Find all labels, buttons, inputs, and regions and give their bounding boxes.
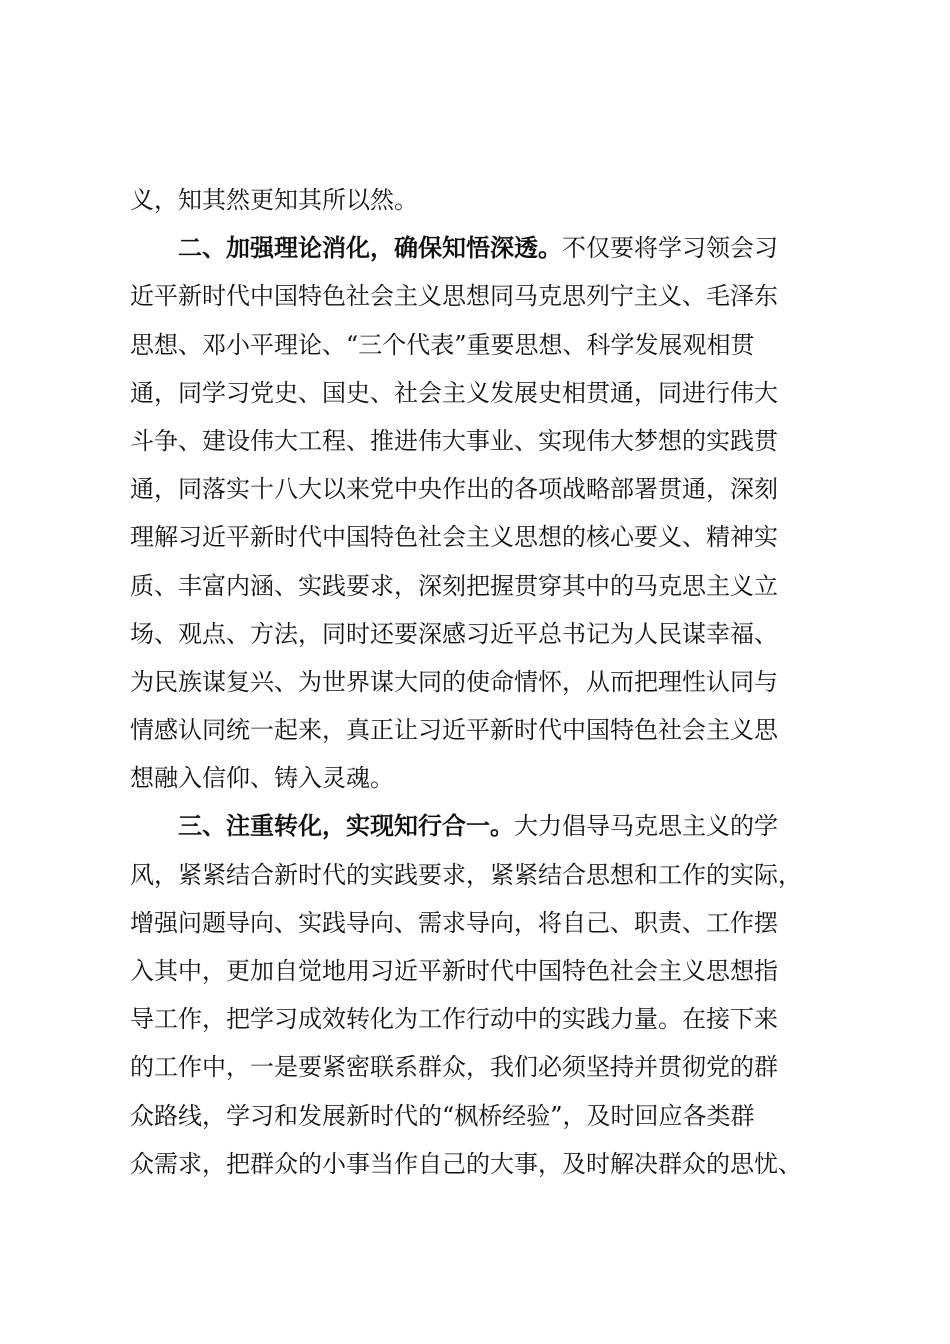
text-line-content: 近平新时代中国特色社会主义思想同马克思列宁主义、毛泽东 <box>130 282 778 311</box>
text-line <box>130 272 830 320</box>
text-line <box>130 851 830 899</box>
text-line-content: 斗争、建设伟大工程、推进伟大事业、实现伟大梦想的实践贯 <box>130 426 778 455</box>
text-line <box>130 899 830 947</box>
text-line-content: 思想、邓小平理论、“三个代表”重要思想、科学发展观相贯 <box>130 330 755 359</box>
text-line <box>130 417 830 465</box>
text-line <box>130 176 830 224</box>
text-line-content: 入其中，更加自觉地用习近平新时代中国特色社会主义思想指 <box>130 957 778 985</box>
text-line-content: 众路线，学习和发展新时代的“枫桥经验”，及时回应各类群 <box>130 1101 755 1130</box>
paragraph-3-first-line <box>130 802 830 850</box>
text-line-content: 义，知其然更知其所以然。 <box>130 186 418 214</box>
paragraph-3-text: 大力倡导马克思主义的学 <box>514 812 778 841</box>
text-line <box>130 706 830 754</box>
text-line-content: 导工作，把学习成效转化为工作行动中的实践力量。在接下来 <box>130 1005 778 1034</box>
text-line <box>130 321 830 369</box>
text-line <box>130 658 830 706</box>
text-line <box>130 995 830 1043</box>
text-line <box>130 513 830 561</box>
text-line <box>130 947 830 995</box>
paragraph-2-heading: 二、加强理论消化，确保知悟深透。 <box>178 233 562 263</box>
text-line-content: 情感认同统一起来，真正让习近平新时代中国特色社会主义思 <box>130 716 778 745</box>
text-line <box>130 610 830 658</box>
text-line-content: 为民族谋复兴、为世界谋大同的使命情怀，从而把理性认同与 <box>130 667 778 696</box>
text-line-content: 想融入信仰、铸入灵魂。 <box>130 764 394 793</box>
paragraph-2-text: 不仅要将学习领会习 <box>562 234 778 263</box>
text-line <box>130 1043 830 1091</box>
text-line <box>130 465 830 513</box>
text-line <box>130 1140 830 1188</box>
text-line-content: 理解习近平新时代中国特色社会主义思想的核心要义、精神实 <box>130 523 778 552</box>
text-line-content: 场、观点、方法，同时还要深感习近平总书记为人民谋幸福、 <box>130 619 778 648</box>
text-line-content: 的工作中，一是要紧密联系群众，我们必须坚持并贯彻党的群 <box>130 1053 778 1082</box>
paragraph-3-heading: 三、注重转化，实现知行合一。 <box>178 811 514 841</box>
text-line <box>130 754 830 802</box>
text-line-content: 通，同学习党史、国史、社会主义发展史相贯通，同进行伟大 <box>130 378 778 407</box>
text-line <box>130 1092 830 1140</box>
text-line <box>130 369 830 417</box>
body-text <box>130 176 830 1188</box>
paragraph-2-first-line <box>130 224 830 272</box>
text-line-content: 风，紧紧结合新时代的实践要求，紧紧结合思想和工作的实际， <box>130 860 802 889</box>
text-line-content: 增强问题导向、实践导向、需求导向，将自己、职责、工作摆 <box>130 908 778 937</box>
text-line-content: 质、丰富内涵、实践要求，深刻把握贯穿其中的马克思主义立 <box>130 571 778 600</box>
text-line-content: 众需求，把群众的小事当作自己的大事，及时解决群众的思忧、 <box>130 1149 802 1178</box>
text-line-content: 通，同落实十八大以来党中央作出的各项战略部署贯通，深刻 <box>130 475 778 504</box>
text-line <box>130 562 830 610</box>
